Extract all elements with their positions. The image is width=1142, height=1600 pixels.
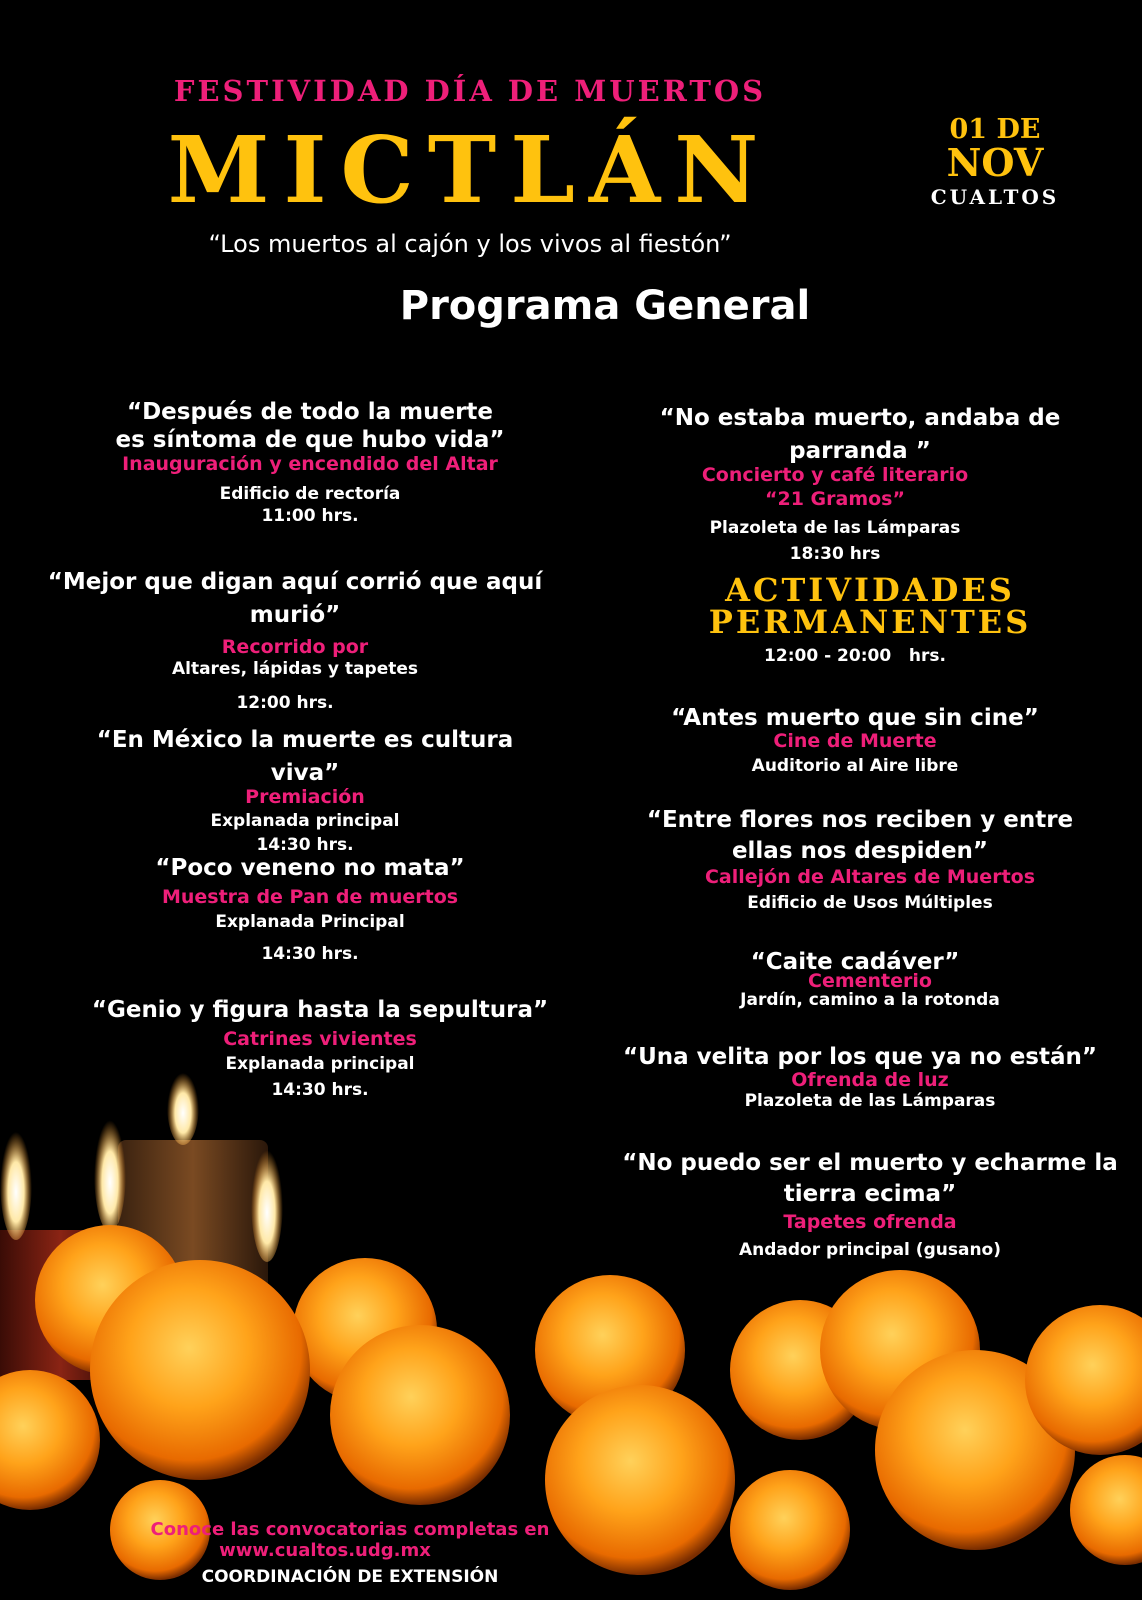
event-quote: “Mejor que digan aquí corrió que aquí murió” — [47, 569, 543, 629]
event-inauguracion — [80, 396, 540, 529]
event-quote: “Antes muerto que sin cine” — [671, 705, 1039, 731]
flame-4 — [0, 1120, 32, 1240]
slogan: “Los muertos al cajón y los vivos al fiestón” — [208, 230, 732, 258]
event-quote: “No estaba muerto, andaba de parranda ” — [659, 405, 1061, 465]
event-quote: “En México la muerte es cultura viva” — [96, 727, 514, 787]
event-concierto — [600, 402, 1120, 567]
event-activity: Concierto y café literario — [701, 463, 969, 486]
footer — [150, 1518, 550, 1590]
permanent-callejon — [620, 804, 1120, 917]
event-time: 14:30 hrs. — [271, 1079, 369, 1100]
permanent-heading: ACTIVIDADES — [725, 571, 1015, 609]
event-activity: Catrines vivientes — [223, 1028, 417, 1051]
event-activity: Tapetes ofrenda — [783, 1210, 957, 1233]
event-activity: Premiación — [245, 785, 365, 808]
event-quote: “Poco veneno no mata” — [155, 855, 465, 881]
footer-coordination: COORDINACIÓN DE EXTENSIÓN — [201, 1566, 499, 1587]
event-activity: Callejón de Altares de Muertos — [704, 865, 1036, 888]
permanent-ofrenda — [620, 1041, 1120, 1115]
date-badge — [900, 116, 1090, 209]
event-quote: “Genio y figura hasta la sepultura” — [91, 997, 549, 1023]
event-place: Explanada Principal — [215, 912, 405, 933]
event-time: 14:30 hrs. — [261, 943, 359, 964]
event-pan-de-muertos — [80, 852, 540, 967]
flame-2 — [94, 1108, 126, 1232]
event-place: Edificio de rectoría — [219, 484, 401, 505]
event-quote: es síntoma de que hubo vida” — [115, 427, 505, 454]
event-place: Jardín, camino a la rotonda — [740, 990, 1000, 1011]
campus-name: CUALTOS — [930, 184, 1060, 209]
event-place: Plazoleta de las Lámparas — [744, 1091, 996, 1112]
permanent-cine — [620, 702, 1120, 780]
event-recorrido — [0, 566, 590, 716]
event-place: Explanada principal — [225, 1054, 415, 1075]
event-activity: “21 Gramos” — [765, 488, 905, 511]
permanent-tapetes — [620, 1147, 1120, 1264]
footer-website[interactable]: www.cualtos.udg.mx — [219, 1540, 431, 1562]
event-time: 18:30 hrs — [789, 543, 881, 564]
event-quote: tierra ecima” — [783, 1181, 957, 1208]
event-time: 11:00 hrs. — [261, 505, 359, 526]
event-place: Andador principal (gusano) — [738, 1240, 1001, 1261]
permanent-hours: 12:00 - 20:00 hrs. — [764, 646, 946, 666]
event-activity: Cine de Muerte — [773, 730, 937, 753]
event-quote: “No puedo ser el muerto y echarme la — [622, 1150, 1118, 1176]
program-heading: Programa General — [399, 283, 811, 329]
event-quote: ellas nos despiden” — [731, 838, 989, 865]
event-quote: “Entre flores nos reciben y entre — [646, 807, 1074, 833]
event-place: Auditorio al Aire libre — [751, 756, 959, 777]
event-quote: “Después de todo la muerte — [126, 399, 494, 425]
event-place: Plazoleta de las Lámparas — [709, 518, 961, 539]
permanent-cementerio — [620, 946, 1120, 1014]
main-title: MICTLÁN — [167, 116, 773, 224]
event-place: Explanada principal — [210, 811, 400, 832]
flame-3 — [251, 1138, 283, 1262]
date-month: NOV — [946, 140, 1044, 185]
event-activity: Ofrenda de luz — [791, 1069, 949, 1092]
festival-title: FESTIVIDAD DÍA DE MUERTOS — [173, 74, 767, 108]
footer-info: Conoce las convocatorias completas en — [150, 1519, 550, 1540]
event-activity: Inauguración y encendido del Altar — [122, 452, 498, 475]
event-catrines — [90, 994, 550, 1103]
event-quote: “Una velita por los que ya no están” — [622, 1044, 1097, 1070]
event-quote: “Caite cadáver” — [750, 949, 960, 975]
permanent-heading: PERMANENTES — [708, 603, 1032, 641]
event-activity: Recorrido por — [221, 635, 369, 658]
event-time: 14:30 hrs. — [256, 834, 354, 855]
date-day: 01 DE — [949, 114, 1041, 145]
event-place: Edificio de Usos Múltiples — [747, 893, 993, 914]
event-activity: Cementerio — [808, 970, 932, 993]
event-place: Altares, lápidas y tapetes — [171, 659, 419, 680]
event-time: 12:00 hrs. — [236, 692, 334, 713]
event-premiacion — [60, 724, 550, 858]
permanent-activities-section — [660, 571, 1080, 670]
event-activity: Muestra de Pan de muertos — [161, 886, 459, 909]
